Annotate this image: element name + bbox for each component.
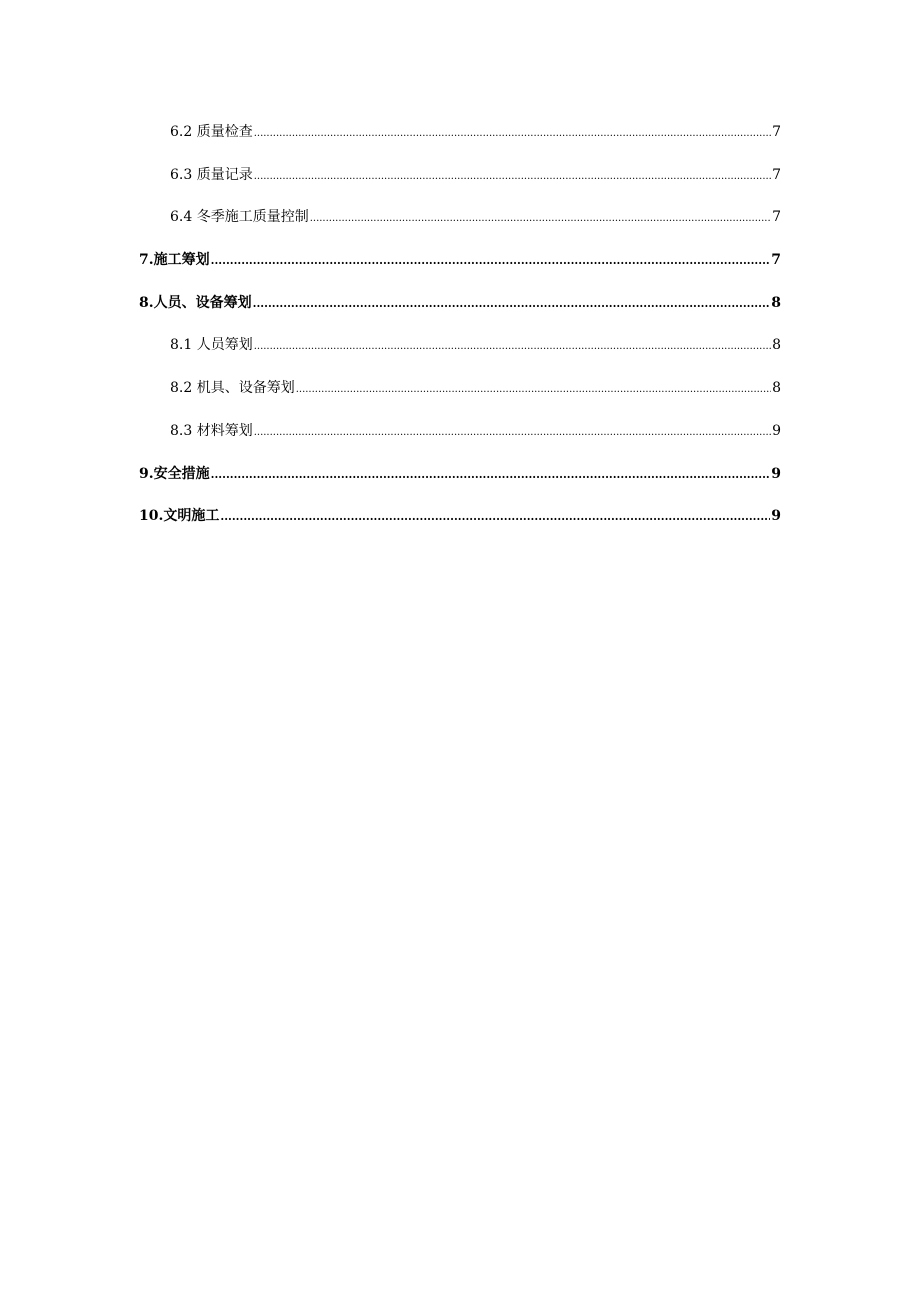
toc-entry-title: 7.施工筹划 [139, 252, 210, 269]
toc-entry-page: 8 [772, 337, 781, 354]
toc-entry-title: 8.2 机具、设备筹划 [170, 380, 295, 397]
toc-dot-leader [254, 161, 771, 191]
toc-entry-title: 8.1 人员筹划 [170, 337, 253, 354]
toc-entry-page: 7 [772, 209, 781, 226]
toc-dot-leader [254, 118, 771, 148]
toc-entry-page: 7 [772, 124, 781, 140]
toc-entry-9[interactable] [139, 460, 781, 503]
toc-entry-page: 9 [771, 465, 781, 482]
toc-entry-page: 7 [771, 252, 781, 269]
toc-entry-10[interactable] [139, 502, 781, 545]
toc-dot-leader [211, 246, 771, 275]
toc-entry-page: 9 [772, 422, 781, 439]
toc-dot-leader [310, 203, 771, 233]
toc-entry-title: 8.人员、设备筹划 [139, 294, 252, 311]
toc-dot-leader [253, 289, 771, 318]
toc-entry-8-1[interactable] [139, 331, 781, 374]
toc-dot-leader [220, 502, 770, 531]
toc-entry-page: 7 [772, 166, 781, 183]
toc-entry-title: 9.安全措施 [139, 465, 210, 482]
toc-dot-leader [254, 331, 771, 361]
toc-entry-page: 9 [771, 508, 781, 525]
toc-dot-leader [254, 417, 771, 447]
toc-entry-6-3[interactable] [139, 161, 781, 204]
toc-entry-6-4[interactable] [139, 203, 781, 246]
toc-entry-page: 8 [771, 294, 781, 311]
toc-entry-page: 8 [772, 380, 781, 397]
toc-entry-7[interactable] [139, 246, 781, 289]
toc-entry-6-2[interactable] [139, 118, 781, 161]
toc-dot-leader [296, 374, 771, 404]
toc-entry-title: 8.3 材料筹划 [170, 422, 253, 439]
toc-entry-title: 6.4 冬季施工质量控制 [170, 209, 309, 226]
toc-entry-title: 6.3 质量记录 [170, 166, 253, 183]
toc-entry-title: 10.文明施工 [139, 508, 220, 525]
toc-entry-8-3[interactable] [139, 417, 781, 460]
toc-entry-title: 6.2 质量检查 [170, 124, 253, 140]
table-of-contents [139, 118, 781, 545]
toc-entry-8[interactable] [139, 289, 781, 332]
toc-entry-8-2[interactable] [139, 374, 781, 417]
toc-dot-leader [211, 460, 771, 489]
